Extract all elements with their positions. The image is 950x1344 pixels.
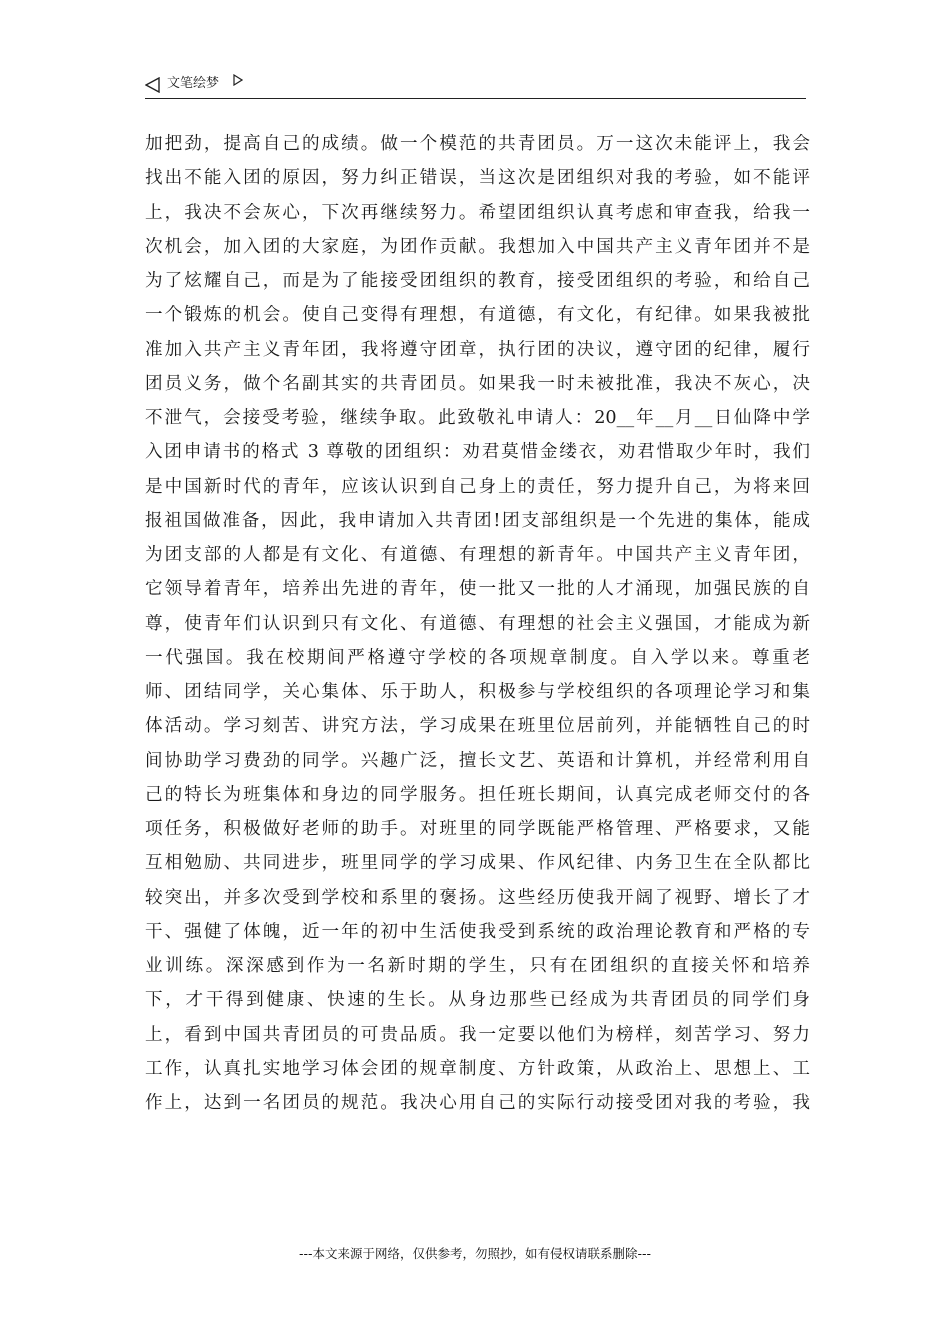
body-line: 尊，使青年们认识到只有文化、有道德、有理想的社会主义强国，才能成为新 xyxy=(145,613,810,634)
body-line: 入团申请书的格式 3 尊敬的团组织：劝君莫惜金缕衣，劝君惜取少年时，我们 xyxy=(145,442,810,463)
body-line: 找出不能入团的原因，努力纠正错误，当这次是团组织对我的考验，如不能评 xyxy=(145,168,810,189)
body-line: 团员义务，做个名副其实的共青团员。如果我一时未被批准，我决不灰心，决 xyxy=(145,373,810,394)
body-line: 间协助学习费劲的同学。兴趣广泛，擅长文艺、英语和计算机，并经常利用自 xyxy=(145,750,810,771)
body-line: 体活动。学习刻苦、讲究方法，学习成果在班里位居前列，并能牺牲自己的时 xyxy=(145,716,810,737)
body-line: 师、团结同学，关心集体、乐于助人，积极参与学校组织的各项理论学习和集 xyxy=(145,682,810,702)
body-line: 工作，认真扎实地学习体会团的规章制度、方针政策，从政治上、思想上、工 xyxy=(145,1058,810,1079)
body-line: 不泄气，会接受考验，继续争取。此致敬礼申请人：20__年__月__日仙降中学 xyxy=(145,408,810,428)
body-line: 一个锻炼的机会。使自己变得有理想，有道德，有文化，有纪律。如果我被批 xyxy=(145,305,810,326)
body-line: 项任务，积极做好老师的助手。对班里的同学既能严格管理、严格要求，又能 xyxy=(145,819,810,839)
body-line: 准加入共产主义青年团，我将遵守团章，执行团的决议，遵守团的纪律，履行 xyxy=(145,339,810,360)
body-line: 加把劲，提高自己的成绩。做一个模范的共青团员。万一这次未能评上，我会 xyxy=(145,134,810,154)
body-line: 上，看到中国共青团员的可贵品质。我一定要以他们为榜样，刻苦学习、努力 xyxy=(145,1024,810,1045)
body-line: 作上，达到一名团员的规范。我决心用自己的实际行动接受团对我的考验，我 xyxy=(145,1093,810,1113)
body-line: 报祖国做准备，因此，我申请加入共青团!团支部组织是一个先进的集体，能成 xyxy=(145,510,810,531)
body-line: 干、强健了体魄，近一年的初中生活使我受到系统的政治理论教育和严格的专 xyxy=(145,921,810,942)
body-line: 业训练。深深感到作为一名新时期的学生，只有在团组织的直接关怀和培养 xyxy=(145,956,810,976)
body-line: 互相勉励、共同进步，班里同学的学习成果、作风纪律、内务卫生在全队都比 xyxy=(145,853,810,874)
page-header xyxy=(145,74,806,99)
body-line: 为团支部的人都是有文化、有道德、有理想的新青年。中国共产主义青年团， xyxy=(145,545,810,565)
body-line: 次机会，加入团的大家庭，为团作贡献。我想加入中国共产主义青年团并不是 xyxy=(145,236,810,257)
triangle-right-outline-icon xyxy=(233,74,243,86)
document-body xyxy=(145,127,810,1120)
body-line: 较突出，并多次受到学校和系里的褒扬。这些经历使我开阔了视野、增长了才 xyxy=(145,887,810,908)
body-line: 是中国新时代的青年，应该认识到自己身上的责任，努力提升自己，为将来回 xyxy=(145,476,810,497)
triangle-left-outline-icon xyxy=(145,77,161,93)
footer-disclaimer: ---本文来源于网络，仅供参考，勿照抄，如有侵权请联系删除--- xyxy=(298,1246,652,1261)
body-line: 一代强国。我在校期间严格遵守学校的各项规章制度。自入学以来。尊重老 xyxy=(145,647,810,668)
body-line: 为了炫耀自己，而是为了能接受团组织的教育，接受团组织的考验，和给自己 xyxy=(145,271,810,291)
body-line: 下，才干得到健康、快速的生长。从身边那些已经成为共青团员的同学们身 xyxy=(145,990,810,1011)
header-title: 文笔绘梦 xyxy=(167,76,220,91)
body-line: 上，我决不会灰心，下次再继续努力。希望团组织认真考虑和审查我，给我一 xyxy=(145,202,810,223)
body-line: 它领导着青年，培养出先进的青年，使一批又一批的人才涌现，加强民族的自 xyxy=(145,579,810,600)
body-line: 己的特长为班集体和身边的同学服务。担任班长期间，认真完成老师交付的各 xyxy=(145,784,810,805)
